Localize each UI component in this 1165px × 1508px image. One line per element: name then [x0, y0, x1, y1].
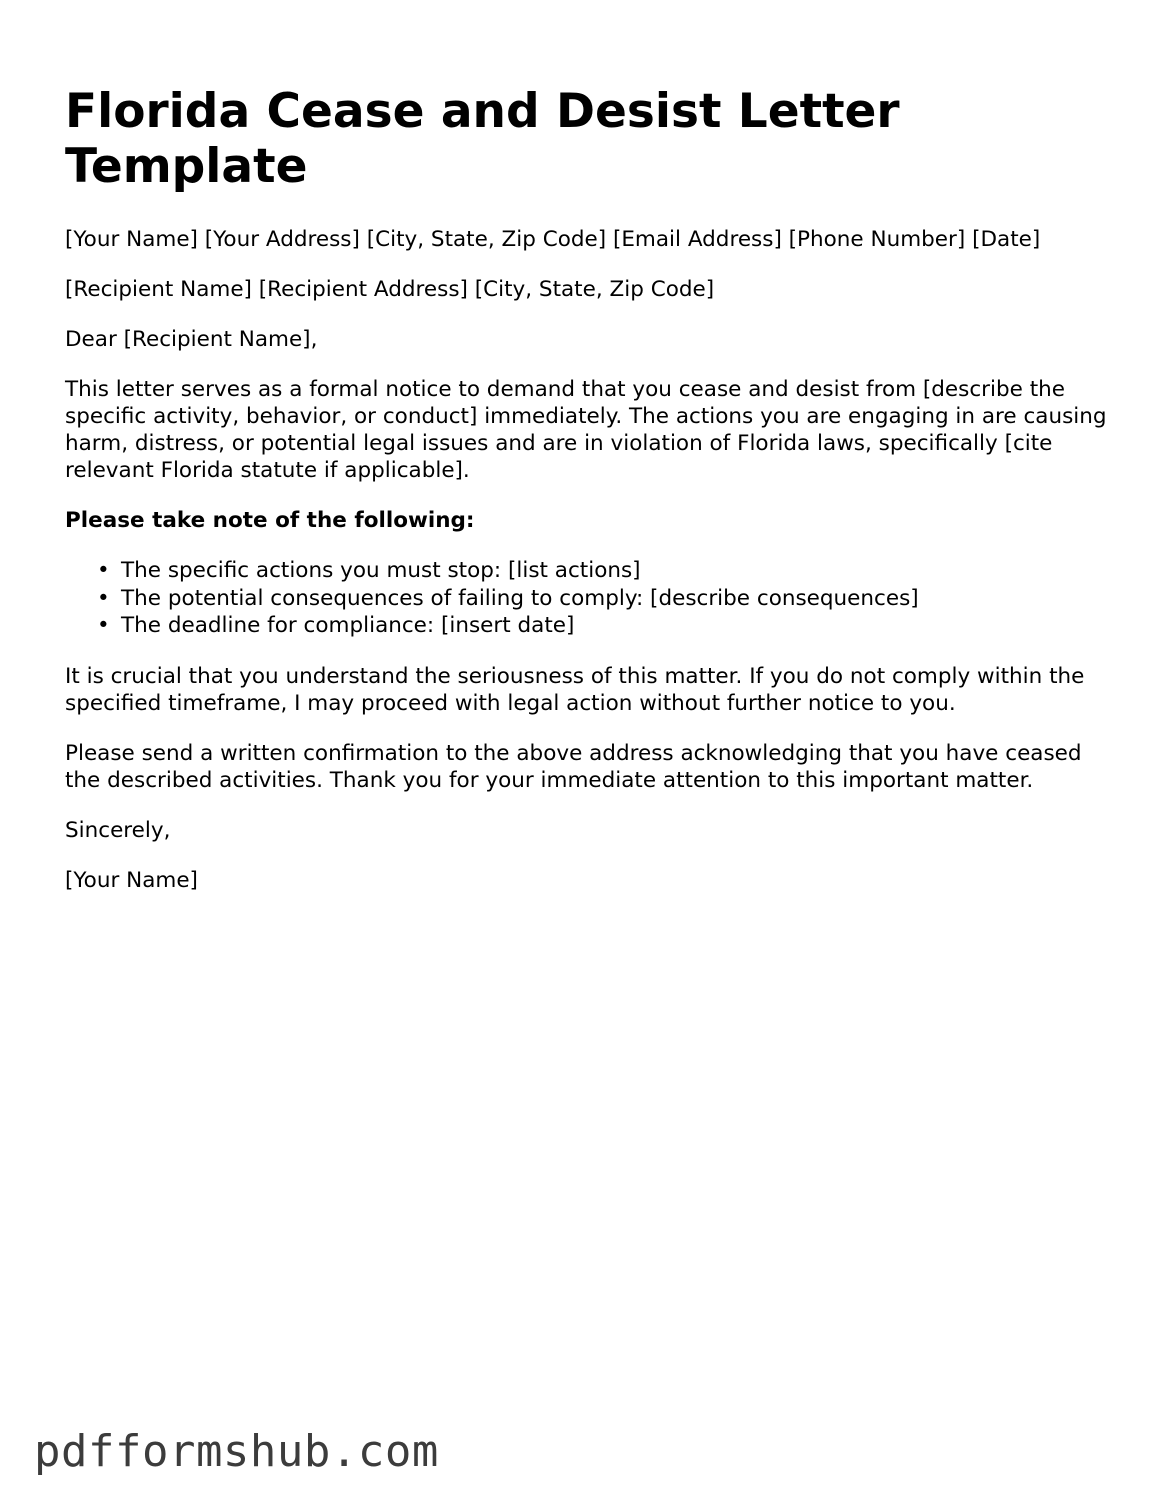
closing: Sincerely, [65, 817, 171, 843]
document-title: Florida Cease and Desist Letter Template [65, 84, 900, 194]
site-watermark: pdfformshub.com [34, 1426, 439, 1477]
bullet-icon: • [97, 613, 110, 638]
intro-paragraph: This letter serves as a formal notice to demand that you cease and desist from [describe the specific activity, behavior, or conduct] immediately. The actions you are engaging in are causing harm, distress, or potential legal issues and are in violation of Florida laws, specifically [cite relevant Florida statute if applicable]. [65, 377, 1107, 483]
list-item [97, 612, 1110, 640]
salutation: Dear [Recipient Name], [65, 327, 318, 352]
bullet-icon: • [97, 558, 110, 583]
sender-info: [Your Name] [Your Address] [City, State, Zip Code] [Email Address] [Phone Number] [Date] [65, 227, 1041, 252]
notes-list [65, 557, 1110, 640]
request-paragraph: Please send a written confirmation to the above address acknowledging that you have ceased the described activities. Thank you for your immediate attention to this important matter. [65, 740, 1082, 793]
letter-document [65, 84, 1110, 917]
recipient-info: [Recipient Name] [Recipient Address] [City, State, Zip Code] [65, 277, 715, 302]
list-item-text: The potential consequences of failing to comply: [describe consequences] [121, 585, 919, 611]
list-item [97, 585, 1110, 613]
signature: [Your Name] [65, 867, 198, 893]
list-item [97, 557, 1110, 585]
notes-heading: Please take note of the following: [65, 508, 475, 533]
bullet-icon: • [97, 585, 110, 611]
list-item-text: The deadline for compliance: [insert date] [121, 613, 575, 638]
warning-paragraph: It is crucial that you understand the seriousness of this matter. If you do not comply within the specified timeframe, I may proceed with legal action without further notice to you. [65, 663, 1085, 716]
list-item-text: The specific actions you must stop: [list actions] [121, 558, 641, 583]
